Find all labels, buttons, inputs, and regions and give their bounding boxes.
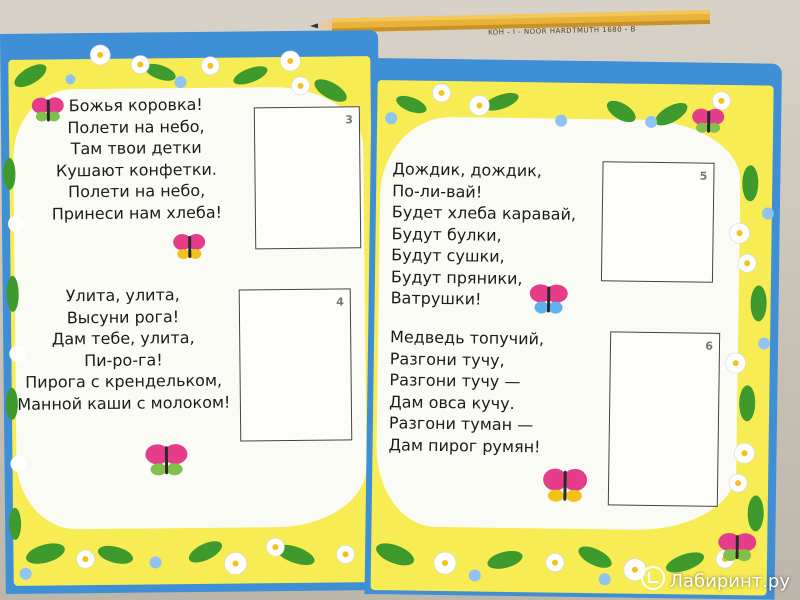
butterfly-icon	[717, 531, 757, 564]
poem-line: Божья коровка!	[68, 94, 203, 116]
poem-line: Разгони туман —	[388, 413, 534, 435]
poem-line: Там твои детки	[70, 137, 202, 159]
pencil-label: KOH - I - NOOR HARDTMUTH 1680 - B	[487, 25, 637, 37]
poem-line: Разгони тучу —	[389, 370, 521, 392]
poem-line: Дам тебе, улита,	[51, 327, 195, 349]
butterfly-icon	[528, 282, 568, 317]
poem-line: Пирога с крендельком,	[25, 370, 223, 392]
floral-border-right	[715, 153, 781, 574]
drawing-frame	[239, 288, 353, 441]
poem-line: Разгони тучу,	[389, 348, 505, 370]
poem-line: Будет хлеба каравай,	[391, 202, 577, 224]
open-book	[0, 34, 790, 594]
watermark	[641, 566, 790, 592]
frame-number: 4	[336, 295, 344, 309]
poem-line: Принеси нам хлеба!	[51, 202, 223, 223]
poem-line: Полети на небо,	[68, 180, 206, 202]
frame-number: 5	[699, 169, 708, 183]
drawing-frame	[608, 331, 720, 507]
poem-line: Манной каши с молоком!	[17, 392, 231, 414]
poem-line: Дам пирог румян!	[388, 434, 541, 456]
poem-line: Медведь топучий,	[389, 327, 545, 349]
poem-line: Дам овса кучу.	[389, 391, 515, 413]
poem-bear	[388, 326, 620, 458]
poem-line: Будут сушки,	[391, 245, 505, 266]
butterfly-icon	[144, 442, 188, 478]
drawing-frame	[254, 106, 361, 249]
butterfly-icon	[542, 466, 589, 505]
poem-line: Будут пряники,	[390, 266, 523, 288]
watermark-text: Лабиринт.ру	[669, 571, 790, 592]
poem-line: Кушают конфетки.	[55, 159, 218, 180]
frame-number: 6	[705, 339, 714, 353]
poem-line: Дождик, дождик,	[392, 159, 543, 181]
poem-ladybug	[31, 93, 242, 224]
poem-line: Ватрушки!	[390, 288, 482, 309]
butterfly-icon	[691, 106, 725, 134]
poem-line: Высуни рога!	[66, 306, 180, 327]
left-page	[0, 30, 384, 594]
poem-line: Пи-ро-га!	[84, 349, 163, 370]
poem-snail	[7, 284, 240, 415]
labirint-logo-icon	[641, 566, 665, 590]
poem-line: Полети на небо,	[67, 116, 205, 137]
butterfly-icon	[172, 232, 206, 262]
poem-rain	[391, 158, 603, 311]
poem-line: Будут булки,	[391, 223, 502, 245]
poem-line: Улита, улита,	[65, 285, 180, 306]
frame-number: 3	[345, 113, 353, 127]
drawing-frame	[601, 161, 715, 283]
right-page	[365, 58, 782, 600]
floral-border-bottom-left	[5, 510, 384, 594]
poem-line: По-ли-вай!	[392, 180, 483, 202]
